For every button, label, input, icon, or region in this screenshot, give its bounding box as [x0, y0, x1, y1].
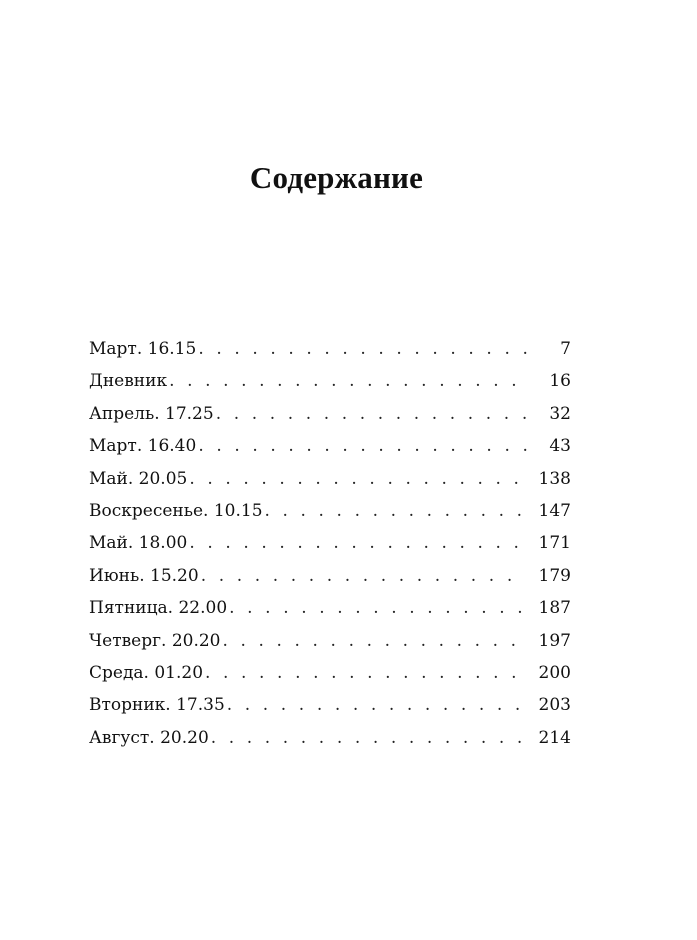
dot-leader [189, 527, 524, 559]
dot-leader [198, 430, 527, 462]
toc-entry-page: 138 [538, 468, 571, 489]
toc-entry-label: Пятница. 22.00 [89, 598, 228, 619]
toc-entry [89, 689, 571, 721]
toc-entry [89, 560, 571, 592]
dot-leader [205, 657, 525, 689]
toc-entry-page: 147 [538, 500, 571, 521]
dot-leader [216, 398, 527, 430]
dot-leader [229, 592, 524, 624]
toc-entry [89, 495, 571, 527]
toc-entry-page: 43 [549, 436, 571, 457]
toc-entry-page: 200 [538, 662, 571, 683]
toc-entry-label: Четверг. 20.20 [89, 630, 221, 651]
toc-entry-label: Май. 18.00 [89, 533, 188, 554]
dot-leader [265, 495, 525, 527]
toc-entry-label: Воскресенье. 10.15 [89, 500, 263, 521]
toc-entry-page: 187 [538, 598, 571, 619]
toc-entry-page: 7 [560, 339, 571, 359]
toc-entry-label: Дневник [89, 371, 168, 392]
toc-entry [89, 333, 571, 365]
toc-entry-page: 32 [549, 403, 571, 424]
toc-entry-label: Март. 16.40 [89, 436, 197, 457]
page-title: Содержание [249, 160, 424, 195]
toc-entry [89, 463, 571, 495]
toc-entry [89, 592, 571, 624]
dot-leader [227, 689, 525, 721]
dot-leader [169, 365, 527, 397]
toc-entry [89, 527, 571, 559]
toc-entry-label: Август. 20.20 [89, 727, 209, 748]
toc-entry-label: Июнь. 15.20 [89, 565, 199, 586]
dot-leader [211, 722, 525, 754]
toc-entry [89, 365, 571, 397]
dot-leader [198, 333, 527, 365]
toc-entry-page: 203 [538, 695, 571, 716]
dot-leader [223, 625, 525, 657]
toc-entry-label: Вторник. 17.35 [89, 695, 225, 716]
toc-entry-page: 16 [549, 371, 571, 392]
table-of-contents [89, 333, 571, 754]
toc-entry-page: 171 [538, 533, 571, 554]
dot-leader [201, 560, 525, 592]
toc-entry [89, 657, 571, 689]
toc-entry-page: 197 [538, 630, 571, 651]
dot-leader [189, 463, 524, 495]
toc-entry-label: Апрель. 17.25 [89, 403, 214, 424]
toc-entry [89, 722, 571, 754]
toc-entry [89, 430, 571, 462]
toc-entry [89, 398, 571, 430]
toc-entry-page: 214 [538, 727, 571, 748]
toc-entry-label: Март. 16.15 [89, 339, 197, 359]
toc-entry [89, 625, 571, 657]
toc-entry-label: Май. 20.05 [89, 468, 188, 489]
toc-entry-label: Среда. 01.20 [89, 662, 204, 683]
toc-entry-page: 179 [538, 565, 571, 586]
